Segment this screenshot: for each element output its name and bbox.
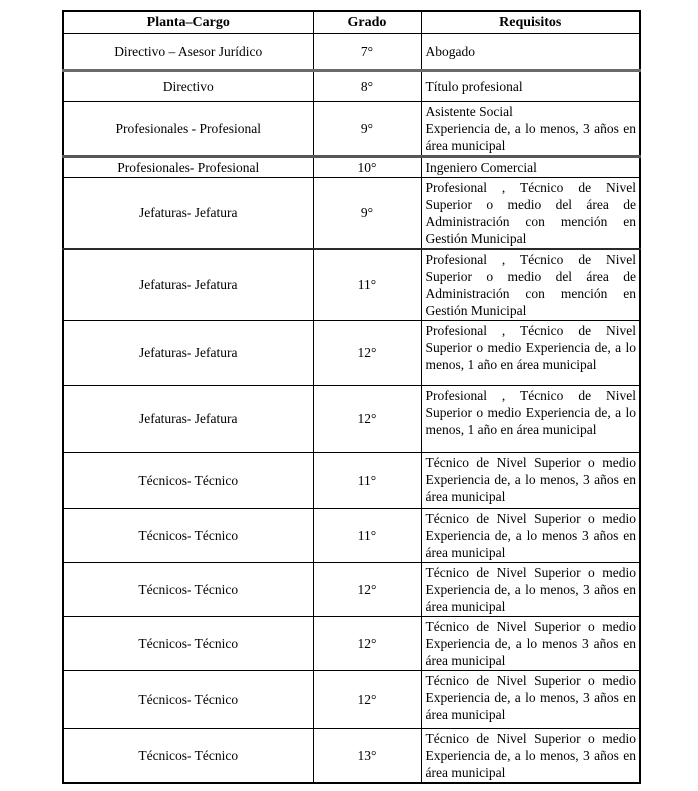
- table-row: [63, 616, 640, 670]
- grado-cell: 11°: [313, 249, 421, 321]
- table-body: [63, 33, 640, 783]
- planta-cargo-cell: Técnicos- Técnico: [63, 728, 313, 783]
- requisitos-cell: [421, 156, 640, 177]
- requisitos-cell: [421, 33, 640, 70]
- planta-cargo-cell: Directivo – Asesor Jurídico: [63, 33, 313, 70]
- requisitos-cell: [421, 320, 640, 385]
- grado-cell: 7°: [313, 33, 421, 70]
- grado-cell: 10°: [313, 156, 421, 177]
- table-row: [63, 385, 640, 452]
- requisitos-cell: [421, 616, 640, 670]
- table-row: [63, 562, 640, 616]
- requisitos-cell: [421, 70, 640, 101]
- planta-cargo-cell: Profesionales- Profesional: [63, 156, 313, 177]
- grado-cell: 12°: [313, 670, 421, 728]
- planta-cargo-cell: Técnicos- Técnico: [63, 452, 313, 508]
- requisito-paragraph: Título profesional: [425, 78, 523, 94]
- table-row: [63, 156, 640, 177]
- requisitos-cell: [421, 728, 640, 783]
- column-header-requisitos: Requisitos: [421, 11, 640, 33]
- planta-cargo-cell: Técnicos- Técnico: [63, 508, 313, 562]
- requisitos-cell: [421, 670, 640, 728]
- table-row: [63, 101, 640, 156]
- requisito-paragraph: Técnico de Nivel Superior o medio Experiencia de, a lo menos, 3 años en área municipal: [425, 672, 636, 722]
- requisito-paragraph: Técnico de Nivel Superior o medio Experiencia de, a lo menos, 3 años en área municipal: [425, 454, 636, 504]
- requisito-paragraph: Profesional , Técnico de Nivel Superior o medio Experiencia de, a lo menos, 1 año en área municipal: [425, 387, 636, 437]
- requisitos-cell: [421, 562, 640, 616]
- requisito-paragraph: Técnico de Nivel Superior o medio Experiencia de, a lo menos, 3 años en área municipal: [425, 730, 636, 780]
- table-row: [63, 249, 640, 321]
- table-row: [63, 33, 640, 70]
- table-header: [63, 11, 640, 33]
- planta-cargo-cell: Técnicos- Técnico: [63, 670, 313, 728]
- planta-cargo-cell: Jefaturas- Jefatura: [63, 385, 313, 452]
- column-header-grado: Grado: [313, 11, 421, 33]
- requisito-paragraph: Experiencia de, a lo menos, 3 años en área municipal: [425, 120, 636, 153]
- requisito-paragraph: Técnico de Nivel Superior o medio Experiencia de, a lo menos, 3 años en área municipal: [425, 564, 636, 614]
- requisitos-cell: [421, 101, 640, 156]
- planta-cargo-cell: Directivo: [63, 70, 313, 101]
- grado-cell: 8°: [313, 70, 421, 101]
- grado-cell: 9°: [313, 177, 421, 249]
- requisitos-cell: [421, 385, 640, 452]
- planta-cargo-cell: Técnicos- Técnico: [63, 616, 313, 670]
- table-row: [63, 670, 640, 728]
- requisito-paragraph: Abogado: [425, 43, 475, 59]
- column-header-planta-cargo: Planta–Cargo: [63, 11, 313, 33]
- table-row: [63, 70, 640, 101]
- grado-cell: 11°: [313, 508, 421, 562]
- planta-cargo-cell: Jefaturas- Jefatura: [63, 177, 313, 249]
- requisito-paragraph: Técnico de Nivel Superior o medio Experiencia de, a lo menos 3 años en área municipal: [425, 510, 636, 560]
- header-row: [63, 11, 640, 33]
- planta-cargo-cell: Técnicos- Técnico: [63, 562, 313, 616]
- planta-cargo-cell: Profesionales - Profesional: [63, 101, 313, 156]
- grado-cell: 13°: [313, 728, 421, 783]
- grado-cell: 12°: [313, 385, 421, 452]
- requisitos-cell: [421, 452, 640, 508]
- grado-cell: 12°: [313, 320, 421, 385]
- requisitos-cell: [421, 177, 640, 249]
- planta-cargo-table: [62, 10, 641, 784]
- table-row: [63, 320, 640, 385]
- grado-cell: 12°: [313, 562, 421, 616]
- table-row: [63, 728, 640, 783]
- table-row: [63, 177, 640, 249]
- planta-cargo-cell: Jefaturas- Jefatura: [63, 320, 313, 385]
- requisito-paragraph: Profesional , Técnico de Nivel Superior o medio del área de Administración con mención en Gestión Municipal: [425, 251, 636, 318]
- table-row: [63, 508, 640, 562]
- requisitos-cell: [421, 249, 640, 321]
- requisitos-cell: [421, 508, 640, 562]
- table-row: [63, 452, 640, 508]
- requisito-paragraph: Profesional , Técnico de Nivel Superior o medio Experiencia de, a lo menos, 1 año en área municipal: [425, 322, 636, 372]
- grado-cell: 9°: [313, 101, 421, 156]
- requisito-paragraph: Asistente Social: [425, 103, 513, 119]
- requisito-paragraph: Profesional , Técnico de Nivel Superior o medio del área de Administración con mención en Gestión Municipal: [425, 179, 636, 246]
- requisito-paragraph: Técnico de Nivel Superior o medio Experiencia de, a lo menos 3 años en área municipal: [425, 618, 636, 668]
- requisito-paragraph: Ingeniero Comercial: [425, 159, 537, 175]
- grado-cell: 11°: [313, 452, 421, 508]
- grado-cell: 12°: [313, 616, 421, 670]
- planta-cargo-cell: Jefaturas- Jefatura: [63, 249, 313, 321]
